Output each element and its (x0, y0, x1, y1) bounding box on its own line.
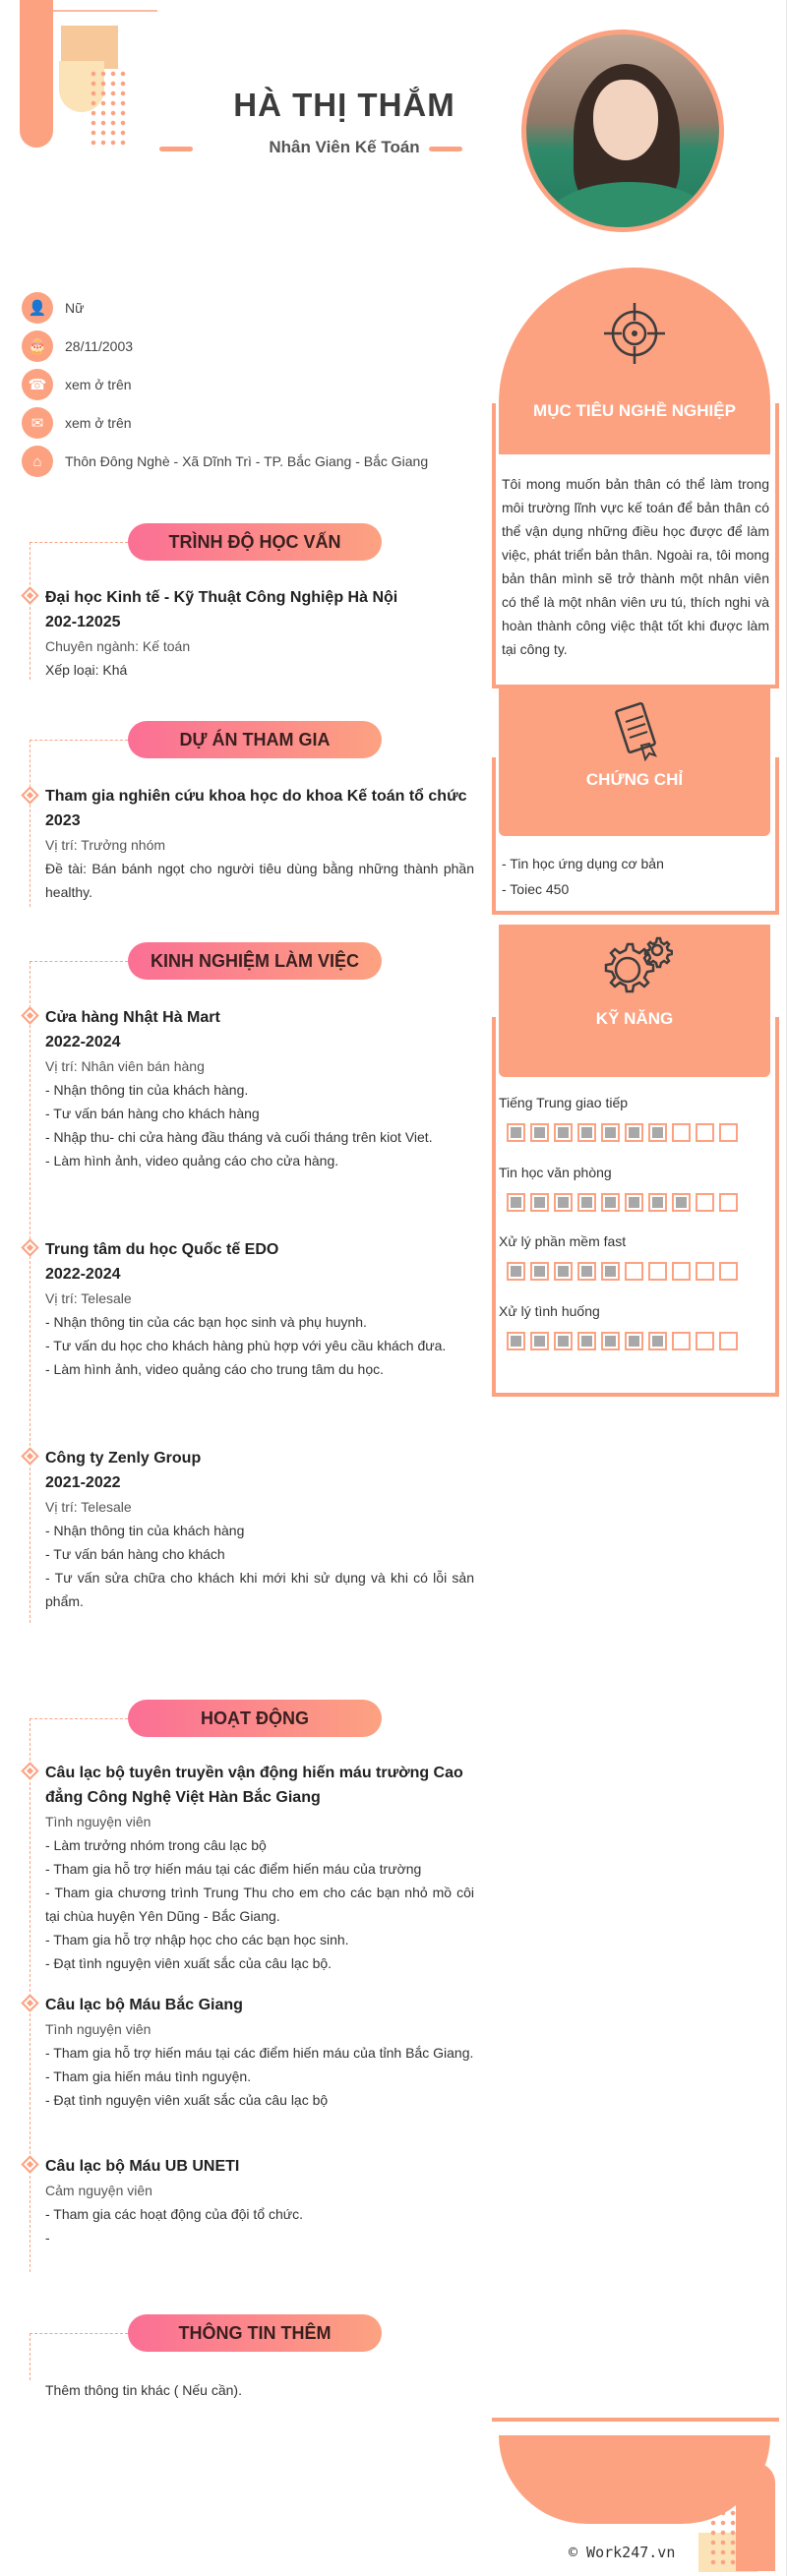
company-name: Cửa hàng Nhật Hà Mart (45, 1009, 220, 1026)
experience-duty: - Làm hình ảnh, video quảng cáo cho trung tâm du học. (45, 1361, 385, 1377)
rating-square (648, 1193, 667, 1212)
activity-item (45, 2154, 474, 2249)
experience-duty: - Nhận thông tin của khách hàng (45, 1523, 245, 1538)
rating-square (696, 1262, 714, 1281)
rating-square (719, 1193, 738, 1212)
extra-info: Thêm thông tin khác ( Nếu cần). (45, 2382, 242, 2398)
activity-org: Câu lạc bộ Máu UB UNETI (45, 2158, 240, 2175)
experience-role: Vị trí: Nhân viên bán hàng (45, 1058, 205, 1074)
rating-square (719, 1262, 738, 1281)
rating-square (719, 1332, 738, 1350)
mail-icon: ✉ (22, 407, 53, 439)
extra-title: THÔNG TIN THÊM (128, 2314, 382, 2352)
certificate-line: - Toiec 450 (502, 881, 570, 897)
info-text: Thôn Đông Nghè - Xã Dĩnh Trì - TP. Bắc Giang - Bắc Giang (65, 453, 429, 469)
gears-icon (596, 934, 673, 1004)
copyright: © Work247.vn (569, 2544, 676, 2561)
projects-timeline (30, 740, 31, 907)
experience-duty: - Tư vấn bán hàng cho khách hàng (45, 1106, 260, 1121)
activity-duty: - Làm trưởng nhóm trong câu lạc bộ (45, 1837, 267, 1853)
rating-square (554, 1262, 573, 1281)
experience-item (45, 1237, 474, 1381)
header-decoration-bar (20, 0, 53, 148)
rating-square (696, 1332, 714, 1350)
rating-square (554, 1332, 573, 1350)
rating-square (530, 1193, 549, 1212)
education-rank: Xếp loại: Khá (45, 662, 128, 678)
rating-square (672, 1332, 691, 1350)
activities-title: HOẠT ĐỘNG (128, 1700, 382, 1737)
rating-square (648, 1123, 667, 1142)
project-item (45, 784, 474, 904)
timeline-marker (21, 1762, 38, 1779)
skills-title: KỸ NĂNG (595, 1009, 674, 1028)
rating-square (507, 1193, 525, 1212)
info-text: 28/11/2003 (65, 338, 134, 354)
activity-role: Tình nguyện viên (45, 2021, 151, 2037)
project-name: Tham gia nghiên cứu khoa học do khoa Kế toán tổ chức (45, 788, 467, 805)
rating-square (507, 1332, 525, 1350)
activity-org: Câu lạc bộ Máu Bắc Giang (45, 1997, 243, 2013)
rating-square (625, 1262, 643, 1281)
rating-square (507, 1262, 525, 1281)
birthday-cake-icon: 🎂 (22, 330, 53, 362)
info-text: Nữ (65, 300, 85, 316)
objective-text: Tôi mong muốn bản thân có thể làm trong môi trường lĩnh vực kế toán để bản thân có thể vận dụng những điều học được để làm việc, phát triển bản thân. Ngoài ra, tôi mong bản thân mình sẽ trở thành một nhân viên có thể là một nhân viên ưu tú, thích nghi và hoàn thành công việc thật tốt khi được làm tại công ty. (502, 476, 769, 657)
info-row (22, 368, 132, 401)
footer-bar (492, 2418, 779, 2424)
rating-square (577, 1332, 596, 1350)
experience-date: 2021-2022 (45, 1474, 121, 1491)
rating-square (648, 1332, 667, 1350)
projects-title: DỰ ÁN THAM GIA (128, 721, 382, 758)
rating-square (601, 1193, 620, 1212)
activity-duty: - Tham gia hỗ trợ hiến máu tại các điểm hiến máu của trường (45, 1861, 422, 1877)
certificate-line: - Tin học ứng dụng cơ bản (502, 856, 664, 871)
education-major: Chuyên ngành: Kế toán (45, 638, 191, 654)
job-title-left-line (159, 147, 193, 151)
avatar (521, 30, 724, 232)
experience-timeline (30, 961, 31, 1623)
skill-name: Tin học văn phòng (499, 1165, 612, 1180)
activity-duty: - Tham gia hiến máu tình nguyện. (45, 2068, 252, 2084)
info-row (22, 291, 84, 325)
education-timeline (30, 542, 31, 680)
project-description: Đề tài: Bán bánh ngọt cho người tiêu dùng bằng những thành phần healthy. (45, 861, 474, 900)
experience-duty: - Nhận thông tin của khách hàng. (45, 1082, 249, 1098)
rating-square (696, 1193, 714, 1212)
skill-name: Tiếng Trung giao tiếp (499, 1095, 629, 1110)
timeline-marker (21, 786, 38, 804)
activity-duty: - Tham gia chương trình Trung Thu cho em cho các bạn nhỏ mồ côi tại chùa huyện Yên Dũng - Bắc Giang. (45, 1885, 474, 1924)
experience-item (45, 1005, 474, 1172)
activity-role: Tình nguyện viên (45, 1814, 151, 1829)
activity-duty: - Đạt tình nguyện viên xuất sắc của câu lạc bộ (45, 2092, 329, 2108)
rating-square (577, 1262, 596, 1281)
timeline-marker (21, 586, 38, 604)
rating-square (554, 1193, 573, 1212)
rating-square (625, 1123, 643, 1142)
experience-duty: - Nhập thu- chi cửa hàng đầu tháng và cuối tháng trên kiot Viet. (45, 1129, 433, 1145)
target-icon (602, 301, 667, 371)
rating-square (625, 1193, 643, 1212)
activity-item (45, 1761, 474, 1975)
activity-duty: - Tham gia các hoạt động của đội tổ chức. (45, 2206, 304, 2222)
experience-duty: - Tư vấn du học cho khách hàng phù hợp với yêu cầu khách đưa. (45, 1338, 447, 1353)
rating-square (625, 1332, 643, 1350)
timeline-marker (21, 2155, 38, 2173)
activity-duty: - Tham gia hỗ trợ hiến máu tại các điểm hiến máu của tỉnh Bắc Giang. (45, 2045, 474, 2061)
rating-square (507, 1123, 525, 1142)
experience-role: Vị trí: Telesale (45, 1499, 132, 1515)
experience-duty: - Nhận thông tin của các bạn học sinh và phụ huynh. (45, 1314, 367, 1330)
info-row (22, 329, 133, 363)
rating-square (601, 1123, 620, 1142)
rating-square (648, 1262, 667, 1281)
info-row (22, 406, 132, 440)
person-icon: 👤 (22, 292, 53, 324)
skill-rating (507, 1123, 738, 1142)
experience-date: 2022-2024 (45, 1034, 121, 1050)
timeline-marker (21, 1006, 38, 1024)
rating-square (696, 1123, 714, 1142)
experience-duty: - Làm hình ảnh, video quảng cáo cho cửa hàng. (45, 1153, 339, 1168)
info-text: xem ở trên (65, 415, 132, 431)
info-text: xem ở trên (65, 377, 132, 392)
activities-connector (30, 1718, 128, 1719)
projects-connector (30, 740, 128, 741)
phone-icon: ☎ (22, 369, 53, 400)
skill-rating (507, 1332, 738, 1350)
rating-square (577, 1193, 596, 1212)
avatar-shirt (546, 182, 713, 232)
education-item (45, 585, 474, 682)
experience-title: KINH NGHIỆM LÀM VIỆC (128, 942, 382, 980)
avatar-face (593, 80, 658, 160)
skill-rating (507, 1262, 738, 1281)
project-role: Vị trí: Trưởng nhóm (45, 837, 166, 853)
school-name: Đại học Kinh tế - Kỹ Thuật Công Nghiệp Hà Nội (45, 589, 398, 606)
skill-name: Xử lý tình huống (499, 1303, 600, 1319)
header-decoration-dots (89, 69, 128, 148)
rating-square (672, 1193, 691, 1212)
rating-square (719, 1123, 738, 1142)
timeline-marker (21, 1238, 38, 1256)
experience-duty: - Tư vấn bán hàng cho khách (45, 1546, 225, 1562)
rating-square (672, 1262, 691, 1281)
rating-square (530, 1123, 549, 1142)
certificate-title: CHỨNG CHỈ (585, 770, 684, 789)
extra-connector (30, 2333, 128, 2334)
education-title: TRÌNH ĐỘ HỌC VẤN (128, 523, 382, 561)
location-icon: ⌂ (22, 446, 53, 477)
activity-org: Câu lạc bộ tuyên truyền vận động hiến máu trường Cao đẳng Công Nghệ Việt Hàn Bắc Giang (45, 1765, 463, 1806)
rating-square (530, 1262, 549, 1281)
education-connector (30, 542, 128, 543)
rating-square (601, 1262, 620, 1281)
skill-rating (507, 1193, 738, 1212)
activity-duty: - (45, 2230, 50, 2246)
education-date: 202-12025 (45, 614, 121, 630)
rating-square (601, 1332, 620, 1350)
company-name: Trung tâm du học Quốc tế EDO (45, 1241, 279, 1258)
experience-item (45, 1446, 474, 1613)
extra-timeline (30, 2333, 31, 2380)
objective-title: MỤC TIÊU NGHỀ NGHIỆP (533, 401, 736, 420)
experience-connector (30, 961, 128, 962)
certificate-icon (612, 700, 661, 766)
experience-duty: - Tư vấn sửa chữa cho khách khi mới khi sử dụng và khi có lỗi sản phẩm. (45, 1570, 474, 1609)
experience-date: 2022-2024 (45, 1266, 121, 1283)
activity-duty: - Tham gia hỗ trợ nhập học cho các bạn học sinh. (45, 1932, 349, 1947)
company-name: Công ty Zenly Group (45, 1450, 202, 1467)
info-row (22, 445, 428, 478)
skill-name: Xử lý phần mềm fast (499, 1233, 627, 1249)
activity-duty: - Đạt tình nguyện viên xuất sắc của câu lạc bộ. (45, 1955, 333, 1971)
timeline-marker (21, 1994, 38, 2011)
candidate-name: HÀ THỊ THẮM (233, 87, 455, 123)
activity-item (45, 1993, 474, 2112)
activity-role: Cảm nguyện viên (45, 2183, 152, 2198)
experience-role: Vị trí: Telesale (45, 1290, 132, 1306)
footer-decoration-bar (736, 2463, 775, 2571)
rating-square (577, 1123, 596, 1142)
rating-square (530, 1332, 549, 1350)
job-title: Nhân Viên Kế Toán (269, 138, 420, 156)
rating-square (672, 1123, 691, 1142)
timeline-marker (21, 1447, 38, 1465)
rating-square (554, 1123, 573, 1142)
job-title-right-line (429, 147, 462, 151)
project-date: 2023 (45, 812, 81, 829)
